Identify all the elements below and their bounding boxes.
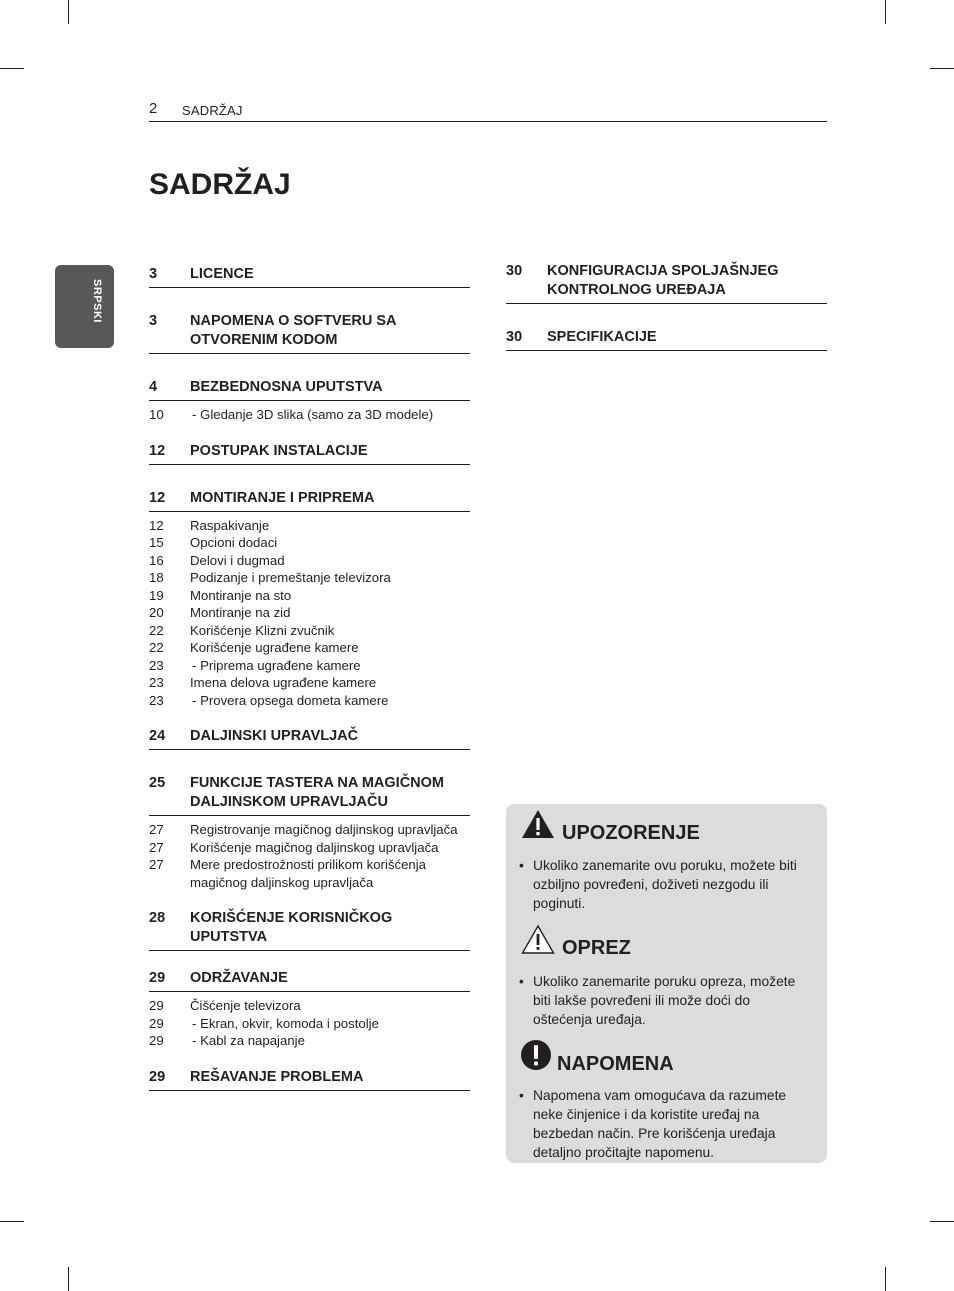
toc-subsection-page: 10	[149, 407, 164, 422]
toc-subsection-page: 29	[149, 1033, 164, 1048]
toc-subsection-page: 22	[149, 640, 164, 655]
toc-subsection-page: 20	[149, 605, 164, 620]
toc-subsection-page: 27	[149, 839, 164, 855]
warning-note-title: UPOZORENJE	[562, 822, 700, 844]
toc-subsection-title: Delovi i dugmad	[190, 552, 285, 568]
toc-section	[149, 969, 470, 992]
toc-section-page: 25	[149, 775, 166, 791]
toc-subsection-title: Montiranje na sto	[190, 587, 292, 603]
crop-mark	[0, 68, 24, 69]
toc-subsection-page: 15	[149, 535, 164, 550]
caution-note-body: Ukoliko zanemarite poruku opreza, možete biti lakše povređeni ili može doći do oštećenja uređaja.	[533, 974, 796, 1027]
toc-subsection-list	[149, 821, 470, 891]
toc-section-title: MONTIRANJE I PRIPREMA	[190, 489, 375, 506]
toc-section-title: KORIŠĆENJE KORISNIČKOG UPUTSTVA	[190, 910, 393, 945]
toc-subsection-title: - Kabl za napajanje	[190, 1032, 470, 1050]
toc-subsection	[149, 552, 470, 570]
toc-subsection	[149, 517, 470, 535]
toc-subsection-page: 23	[149, 657, 164, 673]
toc-subsection-page: 23	[149, 692, 164, 708]
toc-subsection-page: 22	[149, 622, 164, 638]
toc-section-page: 24	[149, 728, 166, 744]
toc-subsection	[149, 534, 470, 552]
toc-subsection-title: Montiranje na zid	[190, 605, 291, 620]
crop-mark	[885, 1267, 886, 1291]
toc-section	[149, 1068, 470, 1091]
page-number: 2	[149, 100, 158, 117]
toc-subsection	[149, 856, 470, 891]
toc-subsection-title: Imena delova ugrađene kamere	[190, 675, 377, 690]
toc-section	[149, 442, 470, 465]
toc-subsection-page: 12	[149, 517, 164, 533]
toc-subsection-page: 16	[149, 552, 164, 568]
toc-subsection	[149, 839, 470, 857]
toc-section-page: 3	[149, 313, 158, 329]
toc-subsection	[149, 587, 470, 605]
language-label: SRPSKI	[91, 279, 103, 323]
toc-section-page: 3	[149, 266, 158, 282]
toc-section-title: POSTUPAK INSTALACIJE	[190, 442, 368, 459]
warning-note-text: • Ukoliko zanemarite ovu poruku, možete biti ozbiljno povređeni, doživeti nezgodu ili poginuti.	[519, 856, 809, 913]
toc-section	[149, 312, 470, 354]
toc-subsection-page: 18	[149, 570, 164, 585]
toc-subsection-title: Registrovanje magičnog daljinskog upravljača	[190, 822, 458, 837]
toc-section-title: ODRŽAVANJE	[190, 970, 288, 986]
toc-section-title: LICENCE	[190, 266, 254, 282]
language-side-tab	[55, 265, 114, 348]
crop-mark	[930, 68, 954, 69]
toc-section-title: FUNKCIJE TASTERA NA MAGIČNOM DALJINSKOM UPRAVLJAČU	[190, 775, 445, 810]
running-title: SADRŽAJ	[182, 103, 243, 118]
toc-subsection	[149, 622, 470, 640]
crop-mark	[885, 0, 886, 24]
toc-subsection	[149, 674, 470, 692]
toc-section-page: 12	[149, 442, 166, 459]
info-note-body: Napomena vam omogućava da razumete neke činjenice i da koristite uređaj na bezbedan način. Pre korišćenja uređaja detaljno pročitajte napomenu.	[533, 1088, 787, 1160]
toc-subsection-title: - Ekran, okvir, komoda i postolje	[190, 1015, 470, 1033]
toc-right-column	[506, 262, 827, 351]
warning-note-body: Ukoliko zanemarite ovu poruku, možete biti ozbiljno povređeni, doživeti nezgodu ili poginuti.	[533, 858, 797, 911]
toc-subsection-title: Opcioni dodaci	[190, 535, 278, 550]
toc-subsection	[149, 997, 470, 1015]
toc-subsection-page: 27	[149, 822, 164, 837]
caution-note-title: OPREZ	[562, 937, 631, 959]
info-note-title: NAPOMENA	[557, 1053, 674, 1075]
exclamation-circle-icon	[520, 1039, 552, 1071]
toc-subsection	[149, 406, 470, 424]
toc-left-column	[149, 265, 470, 1091]
toc-section-title: DALJINSKI UPRAVLJAČ	[190, 728, 359, 744]
toc-subsection-list	[149, 997, 470, 1050]
toc-subsection	[149, 1032, 470, 1050]
toc-subsection-title: Mere predostrožnosti prilikom korišćenja magičnog daljinskog upravljača	[190, 857, 426, 890]
toc-section-title: NAPOMENA O SOFTVERU SA OTVORENIM KODOM	[190, 313, 396, 348]
info-note-text: • Napomena vam omogućava da razumete neke činjenice i da koristite uređaj na bezbedan način. Pre korišćenja uređaja detaljno pročitajte napomenu.	[519, 1086, 809, 1162]
toc-section-page: 29	[149, 970, 166, 986]
toc-subsection-title: - Priprema ugrađene kamere	[190, 657, 470, 675]
toc-section-page: 30	[506, 263, 523, 279]
crop-mark	[930, 1221, 954, 1222]
toc-subsection-title: Raspakivanje	[190, 517, 270, 533]
toc-section-title: KONFIGURACIJA SPOLJAŠNJEG KONTROLNOG UREĐAJA	[547, 263, 779, 298]
toc-subsection-title: Korišćenje magičnog daljinskog upravljača	[190, 839, 439, 855]
caution-triangle-outline-icon	[520, 923, 556, 955]
toc-section	[149, 727, 470, 750]
toc-subsection-list	[149, 517, 470, 710]
toc-subsection	[149, 604, 470, 622]
toc-section-page: 29	[149, 1068, 166, 1085]
caution-note-text: • Ukoliko zanemarite poruku opreza, možete biti lakše povređeni ili može doći do oštećenja uređaja.	[519, 972, 809, 1029]
toc-section	[149, 774, 470, 816]
toc-section-page: 12	[149, 489, 166, 506]
toc-subsection-title: Korišćenje Klizni zvučnik	[190, 622, 335, 638]
toc-section	[149, 909, 470, 951]
toc-subsection-title: Čišćenje televizora	[190, 998, 301, 1013]
notes-box	[506, 804, 827, 1163]
toc-section-title: REŠAVANJE PROBLEMA	[190, 1068, 364, 1085]
toc-subsection-title: - Provera opsega dometa kamere	[190, 692, 470, 710]
toc-subsection-page: 29	[149, 998, 164, 1013]
toc-subsection-title: - Gledanje 3D slika (samo za 3D modele)	[190, 406, 470, 424]
toc-subsection	[149, 1015, 470, 1033]
toc-subsection	[149, 639, 470, 657]
toc-section-title: SPECIFIKACIJE	[547, 329, 657, 345]
toc-section	[149, 265, 470, 288]
toc-subsection	[149, 657, 470, 675]
crop-mark	[68, 0, 69, 24]
toc-section-page: 28	[149, 910, 166, 926]
toc-subsection-page: 19	[149, 587, 164, 603]
page-header	[149, 100, 827, 122]
toc-subsection-list	[149, 406, 470, 424]
toc-section	[149, 489, 470, 512]
toc-subsection-page: 27	[149, 857, 164, 872]
toc-section	[506, 328, 827, 351]
crop-mark	[0, 1221, 24, 1222]
toc-subsection	[149, 821, 470, 839]
toc-section-title: BEZBEDNOSNA UPUTSTVA	[190, 379, 383, 395]
toc-subsection	[149, 692, 470, 710]
toc-subsection-title: Podizanje i premeštanje televizora	[190, 570, 391, 585]
toc-subsection-page: 23	[149, 675, 164, 690]
crop-mark	[68, 1267, 69, 1291]
toc-subsection-title: Korišćenje ugrađene kamere	[190, 640, 359, 655]
toc-section-page: 30	[506, 329, 523, 345]
toc-subsection-page: 29	[149, 1015, 164, 1031]
warning-triangle-filled-icon	[520, 808, 556, 840]
toc-subsection	[149, 569, 470, 587]
toc-section-page: 4	[149, 379, 158, 395]
page-title: SADRŽAJ	[149, 168, 291, 201]
toc-section	[506, 262, 827, 304]
toc-section	[149, 378, 470, 401]
